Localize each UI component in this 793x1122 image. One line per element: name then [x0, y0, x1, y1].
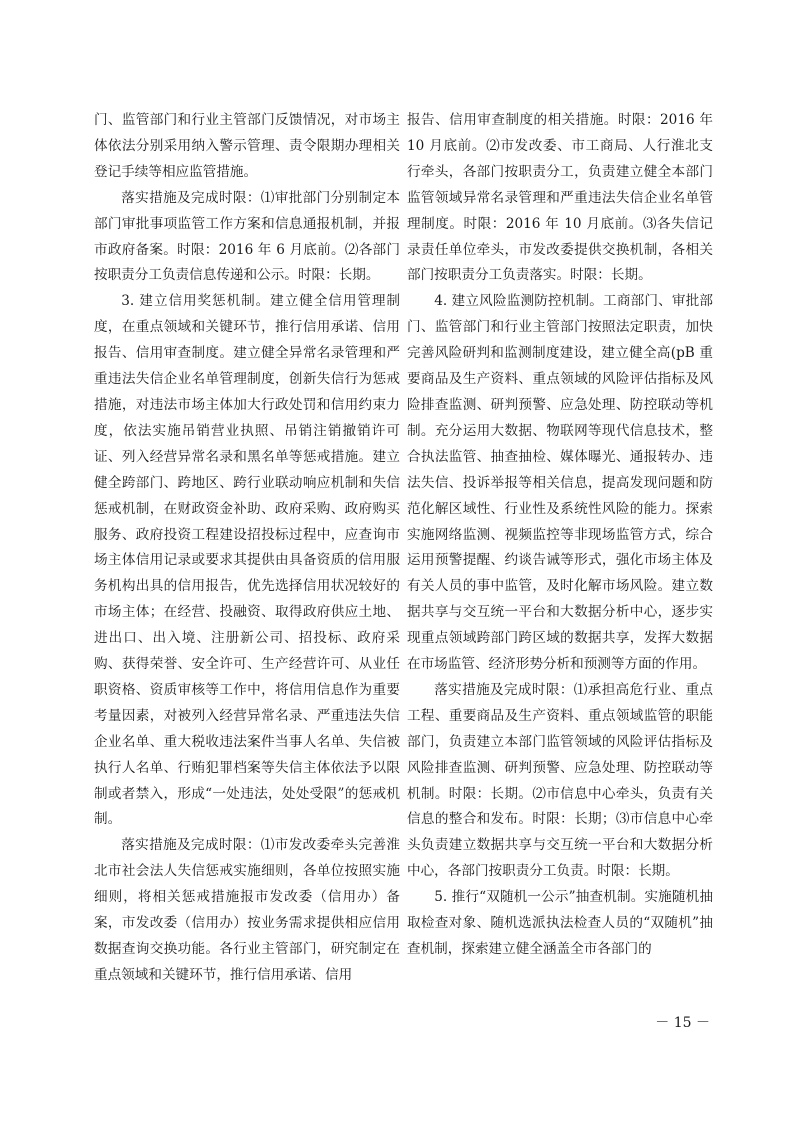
paragraph: 5. 推行“双随机一公示”抽查机制。实施随机抽取检查对象、随机选派执法检查人员的“双随机”抽查机制，探索建立健全涵盖全市各部门的: [407, 889, 713, 957]
paragraph: 报告、信用审查制度的相关措施。时限：2016 年 10 月底前。⑵市发改委、市工商局、人行淮北支行牵头，各部门按职责分工，负责建立健全本部门监管领域异常名录管理和严重违法失信企业名单管理制度。时限：2016 年 10 月底前。⑶各失信记录责任单位牵头，市发改委提供交换机制，各相关部门按职责分工负责落实。时限：长期。: [407, 112, 713, 284]
paragraph: 门、监管部门和行业主管部门反馈情况，对市场主体依法分别采用纳入警示管理、责令限期办理相关登记手续等相应监管措施。: [94, 112, 400, 180]
paragraph: 落实措施及完成时限：⑴市发改委牵头完善淮北市社会法人失信惩戒实施细则，各单位按照实施细则，将相关惩戒措施报市发改委（信用办）备案，市发改委（信用办）按业务需求提供相应信用数据查询交换功能。各行业主管部门，研究制定在重点领域和关键环节，推行信用承诺、信用: [94, 837, 400, 983]
paragraph: 3. 建立信用奖惩机制。建立健全信用管理制度，在重点领域和关键环节，推行信用承诺、信用报告、信用审查制度。建立健全异常名录管理和严重违法失信企业名单管理制度，创新失信行为惩戒措施，对违法市场主体加大行政处罚和信用约束力度，依法实施吊销营业执照、吊销注销撤销许可证、列入经营异常名录和黑名单等惩戒措施。建立健全跨部门、跨地区、跨行业联动响应机制和失信惩戒机制，在财政资金补助、政府采购、政府购买服务、政府投资工程建设招投标过程中，应查询市场主体信用记录或要求其提供由具备资质的信用服务机构出具的信用报告，优先选择信用状况较好的市场主体；在经营、投融资、取得政府供应土地、进出口、出入境、注册新公司、招投标、政府采购、获得荣誉、安全许可、生产经营许可、从业任职资格、资质审核等工作中，将信用信息作为重要考量因素，对被列入经营异常名录、严重违法失信企业名单、重大税收违法案件当事人名单、失信被执行人名单、行贿犯罪档案等失信主体依法予以限制或者禁入，形成“一处违法，处处受限”的惩戒机制。: [94, 293, 400, 828]
paragraph: 4. 建立风险监测防控机制。工商部门、审批部门、监管部门和行业主管部门按照法定职责，加快完善风险研判和监测制度建设，建立健全高(pB 重要商品及生产资料、重点领域的风险评估指标及风险排查监测、研判预警、应急处理、防控联动等机制。充分运用大数据、物联网等现代信息技术，整合执法监管、抽查抽检、媒体曝光、通报转办、违法失信、投诉举报等相关信息，提高发现问题和防范化解区域性、行业性及系统性风险的能力。探索实施网络监测、视频监控等非现场监管方式，综合运用预警提醒、约谈告诫等形式，强化市场主体及有关人员的事中监管，及时化解市场风险。建立数据共享与交互统一平台和大数据分析中心，逐步实现重点领域跨部门跨区域的数据共享，发挥大数据在市场监管、经济形势分析和预测等方面的作用。: [407, 293, 713, 673]
right-column: [407, 108, 713, 963]
paragraph: 落实措施及完成时限：⑴审批部门分别制定本部门审批事项监管工作方案和信息通报机制，并报市政府备案。时限：2016 年 6 月底前。⑵各部门按职责分工负责信息传递和公示。时限：长期。: [94, 189, 400, 284]
page-number: － 15 －: [655, 1015, 710, 1031]
paragraph: 落实措施及完成时限：⑴承担高危行业、重点工程、重要商品及生产资料、重点领域监管的职能部门，负责建立本部门监管领域的风险评估指标及风险排查监测、研判预警、应急处理、防控联动等机制。时限：长期。⑵市信息中心牵头，负责有关信息的整合和发布。时限：长期；⑶市信息中心牵头负责建立数据共享与交互统一平台和大数据分析中心，各部门按职责分工负责。时限：长期。: [407, 681, 713, 880]
left-column: [94, 108, 400, 989]
